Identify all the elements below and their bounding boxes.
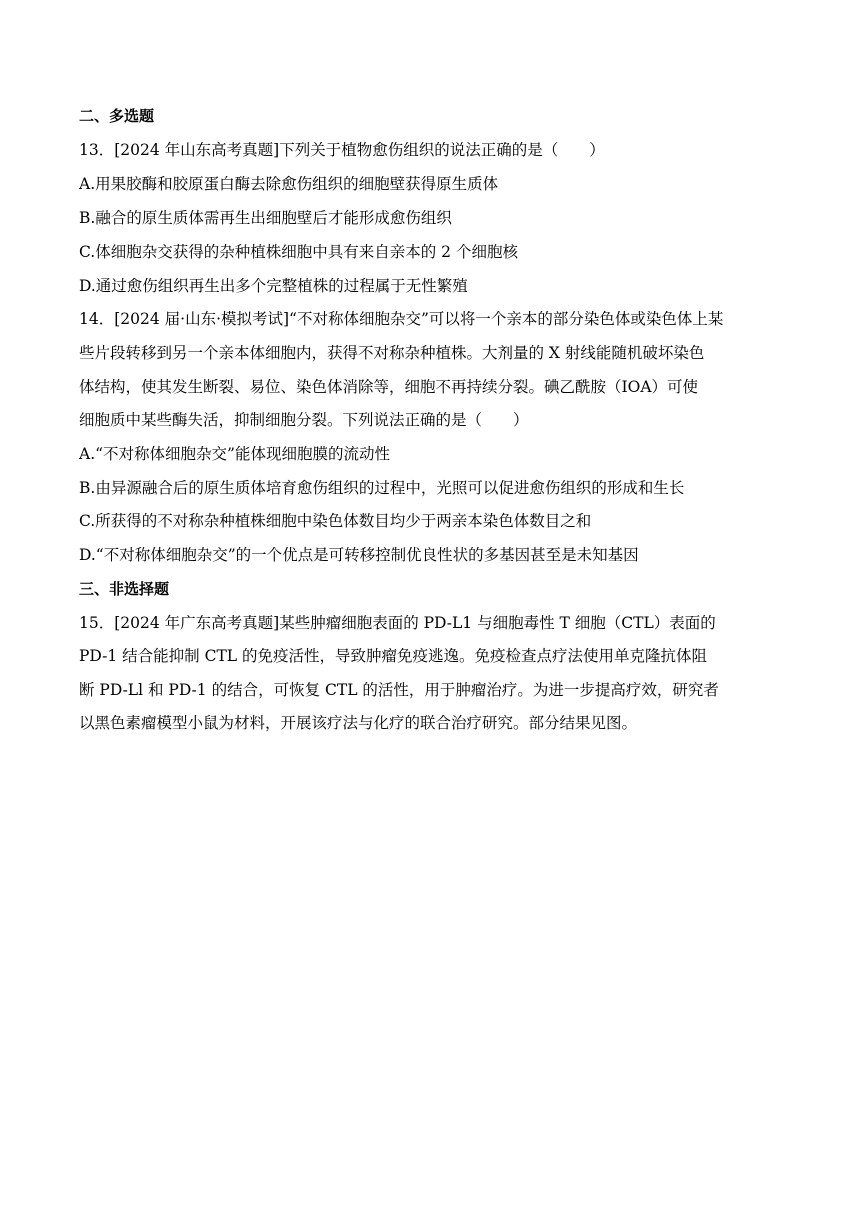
- question-14-option-d: D.“不对称体细胞杂交”的一个优点是可转移控制优良性状的多基因甚至是未知基因: [79, 546, 639, 564]
- question-15-stem-line: 以黑色素瘤模型小鼠为材料，开展该疗法与化疗的联合治疗研究。部分结果见图。: [79, 714, 638, 732]
- question-15-stem-line: 断 PD-Ll 和 PD-1 的结合，可恢复 CTL 的活性，用于肿瘤治疗。为进一步提高疗效，研究者: [79, 681, 719, 699]
- question-13-option-d: D.通过愈伤组织再生出多个完整植株的过程属于无性繁殖: [79, 277, 468, 295]
- question-14-stem-line: 细胞质中某些酶失活，抑制细胞分裂。下列说法正确的是（ ）: [79, 411, 529, 429]
- question-13-option-b: B.融合的原生质体需再生出细胞壁后才能形成愈伤组织: [79, 209, 452, 227]
- section-heading-multiple-choice: 二、多选题: [79, 107, 155, 125]
- question-13-option-a: A.用果胶酶和胶原蛋白酶去除愈伤组织的细胞壁获得原生质体: [79, 175, 499, 193]
- question-13-stem: 13．[2024 年山东高考真题]下列关于植物愈伤组织的说法正确的是（ ）: [79, 141, 605, 159]
- question-13-option-c: C.体细胞杂交获得的杂种植株细胞中具有来自亲本的 2 个细胞核: [79, 243, 518, 261]
- question-14-option-c: C.所获得的不对称杂种植株细胞中染色体数目均少于两亲本染色体数目之和: [79, 512, 592, 530]
- question-14-stem-line: 体结构，使其发生断裂、易位、染色体消除等，细胞不再持续分裂。碘乙酰胺（IOA）可使: [79, 378, 699, 396]
- section-heading-non-choice: 三、非选择题: [79, 580, 170, 598]
- question-14-option-b: B.由异源融合后的原生质体培育愈伤组织的过程中，光照可以促进愈伤组织的形成和生长: [79, 479, 685, 497]
- question-14-stem-line: 些片段转移到另一个亲本体细胞内，获得不对称杂种植株。大剂量的 X 射线能随机破坏染色: [79, 344, 705, 362]
- question-15-stem-line: 15．[2024 年广东高考真题]某些肿瘤细胞表面的 PD-L1 与细胞毒性 T 细胞（CTL）表面的: [79, 614, 716, 632]
- question-15-stem-line: PD-1 结合能抑制 CTL 的免疫活性，导致肿瘤免疫逃逸。免疫检查点疗法使用单克隆抗体阻: [79, 647, 708, 665]
- question-14-option-a: A.“不对称体细胞杂交”能体现细胞膜的流动性: [79, 445, 390, 463]
- question-14-stem-line: 14．[2024 届·山东·模拟考试]“不对称体细胞杂交”可以将一个亲本的部分染色体或染色体上某: [79, 310, 724, 328]
